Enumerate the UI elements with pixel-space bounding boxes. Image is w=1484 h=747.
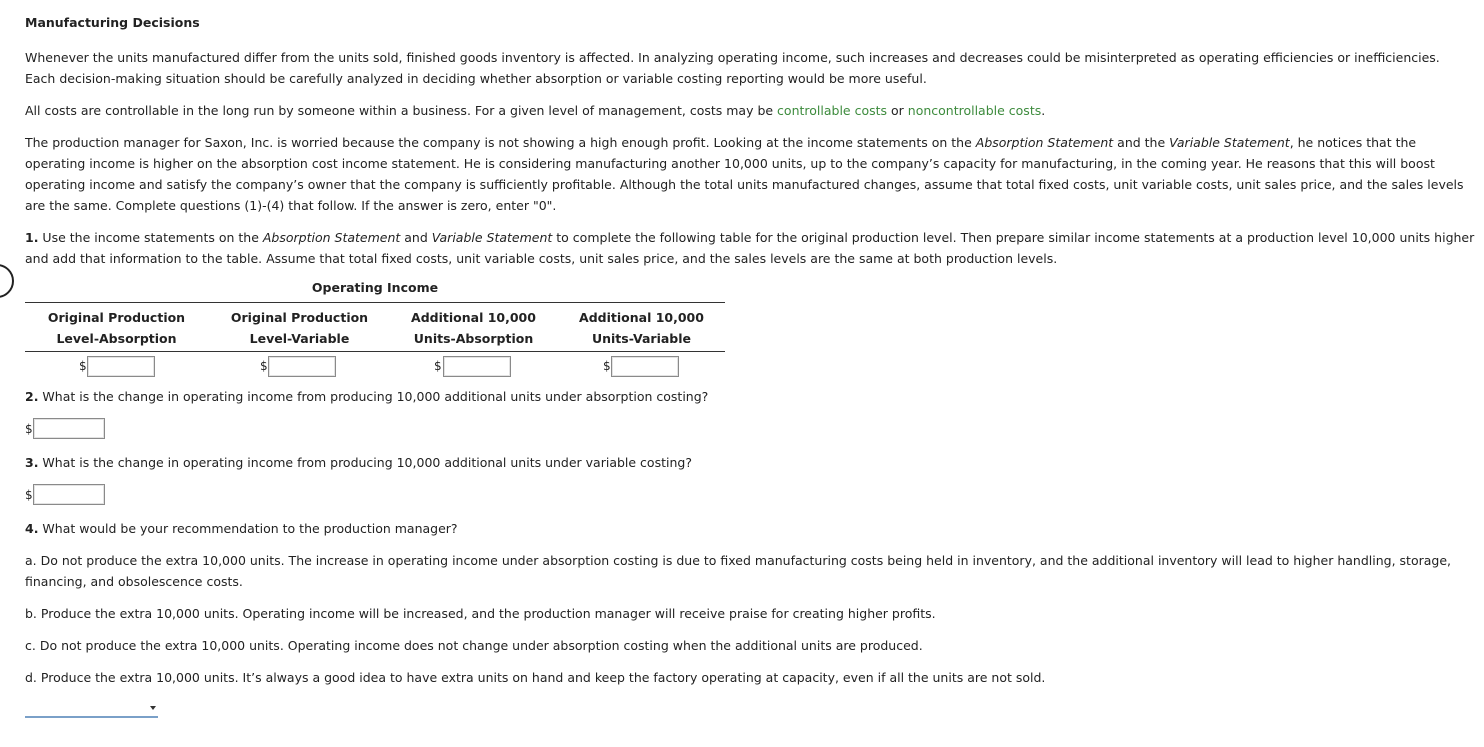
orig-absorption-input[interactable] [87, 356, 155, 377]
intro-paragraph-1: Whenever the units manufactured differ from the units sold, finished goods inventory is affected. In analyzing operating income, such increases and decreases could be misinterpreted as operating efficiencies or inefficiencies. Each decision-making situation should be carefully analyzed in deciding whether absorption or variable costing reporting would be more useful. [25, 50, 1440, 86]
q4-text: What would be your recommendation to the production manager? [38, 521, 458, 536]
option-c: c. Do not produce the extra 10,000 units. Operating income does not change under absorption costing when the additional units are produced. [25, 638, 923, 653]
controllable-costs-link[interactable]: controllable costs [777, 103, 888, 118]
q1-variable-ref: Variable Statement [431, 230, 553, 245]
orig-variable-input[interactable] [268, 356, 336, 377]
table-top-rule [25, 302, 725, 303]
col-header-line1: Additional 10,000 [411, 310, 536, 325]
col-header-line2: Level-Absorption [56, 331, 177, 346]
operating-income-title: Operating Income [311, 280, 439, 295]
page-title: Manufacturing Decisions [25, 15, 200, 30]
q1-number: 1. [25, 230, 39, 245]
col-header-line2: Level-Variable [249, 331, 350, 346]
variable-statement-ref: Variable Statement [1169, 135, 1290, 150]
question-3 [25, 452, 692, 473]
q1-text-c: to complete the following table for the original production level. Then prepare similar income statements at a production level 10,000 units higher and add that information to the table. Assume that total fixed costs, unit variable costs, unit sales price, and the sales levels are the same at both production levels. [25, 230, 1475, 266]
currency-label: $ [434, 359, 442, 373]
currency-label: $ [25, 422, 33, 436]
q1-text-a: Use the income statements on the [38, 230, 263, 245]
col-header-add-variable [550, 307, 733, 349]
q3-text: What is the change in operating income from producing 10,000 additional units under variable costing? [38, 455, 692, 470]
add-absorption-input[interactable] [443, 356, 511, 377]
q1-text-b: and [400, 230, 432, 245]
option-b: b. Produce the extra 10,000 units. Operating income will be increased, and the production manager will receive praise for creating higher profits. [25, 606, 936, 621]
question-2 [25, 386, 708, 407]
intro-paragraph-2 [25, 100, 1465, 121]
currency-label: $ [603, 359, 611, 373]
col-header-orig-absorption [25, 307, 208, 349]
q3-answer-input[interactable] [33, 484, 105, 505]
p3-text-a: The production manager for Saxon, Inc. is worried because the company is not showing a high enough profit. Looking at the income statements on the [25, 135, 976, 150]
p2-end: . [1041, 103, 1046, 118]
col-header-orig-variable [208, 307, 391, 349]
p3-text-b: and the [1113, 135, 1170, 150]
p2-or: or [887, 103, 908, 118]
table-header-rule [25, 351, 725, 352]
noncontrollable-costs-link[interactable]: noncontrollable costs [907, 103, 1042, 118]
col-header-line1: Original Production [230, 310, 369, 325]
currency-label: $ [25, 488, 33, 502]
q2-answer-input[interactable] [33, 418, 105, 439]
q2-text: What is the change in operating income from producing 10,000 additional units under absorption costing? [38, 389, 709, 404]
q1-absorption-ref: Absorption Statement [262, 230, 401, 245]
col-header-line2: Units-Absorption [413, 331, 534, 346]
p2-text: All costs are controllable in the long run by someone within a business. For a given level of management, costs may be [25, 103, 778, 118]
p3-text-c: , he notices that the operating income is higher on the absorption cost income statement. He is considering manufacturing another 10,000 units, up to the company’s capacity for manufacturing, in the coming year. He reasons that this will boost operating income and satisfy the company’s owner that the company is sufficiently profitable. Although the total units manufactured changes, assume that total fixed costs, unit variable costs, unit sales price, and the sales levels are the same. Complete questions (1)-(4) that follow. If the answer is zero, enter "0". [25, 135, 1464, 213]
recommendation-select[interactable] [25, 702, 158, 718]
col-header-line1: Additional 10,000 [579, 310, 704, 325]
q2-number: 2. [25, 389, 39, 404]
option-a: a. Do not produce the extra 10,000 units. The increase in operating income under absorption costing is due to fixed manufacturing costs being held in inventory, and the additional inventory will lead to higher handling, storage, financing, and obsolescence costs. [25, 553, 1451, 589]
intro-paragraph-3 [25, 132, 1465, 216]
question-1 [25, 227, 1481, 269]
question-4 [25, 518, 458, 539]
chevron-down-icon [150, 706, 156, 710]
cursor-circle-icon [0, 264, 14, 298]
col-header-add-absorption [382, 307, 565, 349]
col-header-line2: Units-Variable [591, 331, 692, 346]
q4-number: 4. [25, 521, 39, 536]
q3-number: 3. [25, 455, 39, 470]
col-header-line1: Original Production [47, 310, 186, 325]
add-variable-input[interactable] [611, 356, 679, 377]
currency-label: $ [79, 359, 87, 373]
option-d: d. Produce the extra 10,000 units. It’s always a good idea to have extra units on hand and keep the factory operating at capacity, even if all the units are not sold. [25, 670, 1046, 685]
absorption-statement-ref: Absorption Statement [975, 135, 1114, 150]
currency-label: $ [260, 359, 268, 373]
